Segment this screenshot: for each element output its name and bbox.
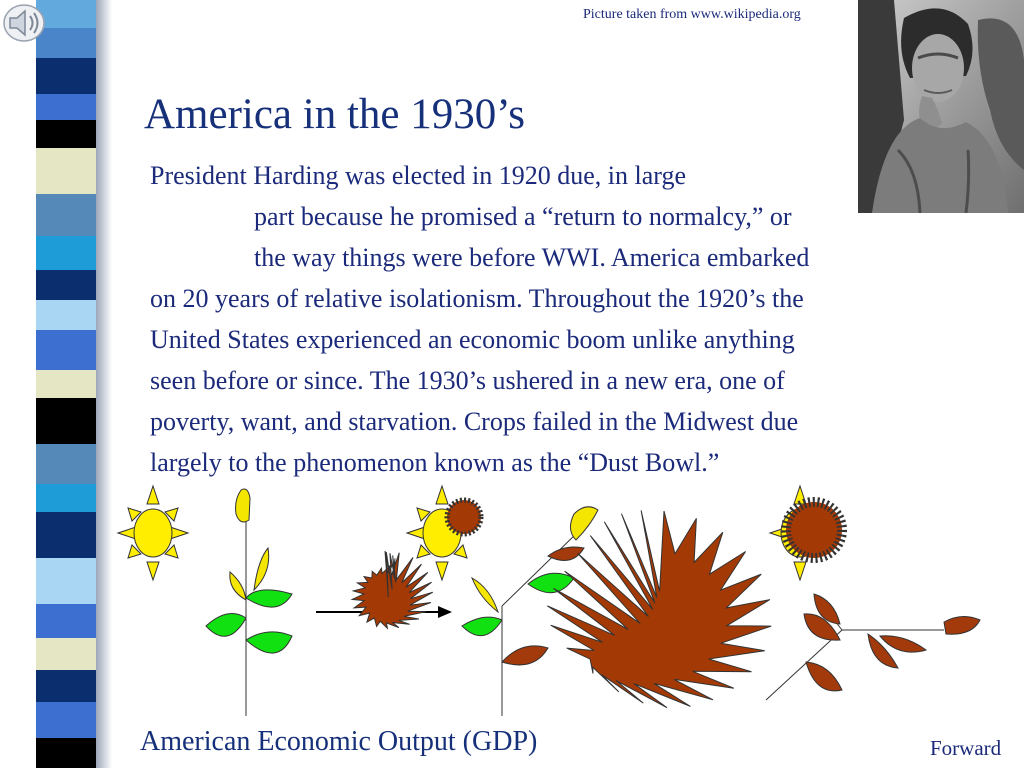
slide-title: America in the 1930’s — [144, 91, 525, 138]
dust-storm-icon — [547, 510, 771, 707]
dust-storm-icon — [352, 551, 433, 628]
image-credit: Picture taken from www.wikipedia.org — [583, 7, 801, 22]
body-line: seen before or since. The 1930’s ushered in a new era, one of — [150, 366, 785, 395]
body-line: the way things were before WWI. America embarked — [254, 243, 810, 272]
decorative-stripe-bar — [36, 0, 96, 768]
plant-icon — [206, 489, 292, 716]
dust-storm-icon — [786, 502, 842, 558]
body-line: on 20 years of relative isolationism. Throughout the 1920’s the — [150, 284, 804, 313]
chart-caption: American Economic Output (GDP) — [140, 726, 538, 757]
speaker-icon[interactable] — [2, 2, 46, 42]
body-line: part because he promised a “return to normalcy,” or — [254, 202, 792, 231]
plant-icon — [462, 507, 598, 716]
body-line: President Harding was elected in 1920 due, in large — [150, 161, 686, 190]
body-line: United States experienced an economic boom unlike anything — [150, 325, 795, 354]
sun-icon — [118, 486, 188, 580]
forward-link[interactable]: Forward — [930, 736, 1002, 760]
plant-icon — [766, 594, 980, 700]
body-paragraph — [150, 155, 1000, 483]
body-line: largely to the phenomenon known as the “Dust Bowl.” — [150, 448, 720, 477]
dust-storm-icon — [447, 500, 481, 534]
dust-bowl-illustration — [110, 480, 1010, 725]
body-line: poverty, want, and starvation. Crops failed in the Midwest due — [150, 407, 799, 436]
